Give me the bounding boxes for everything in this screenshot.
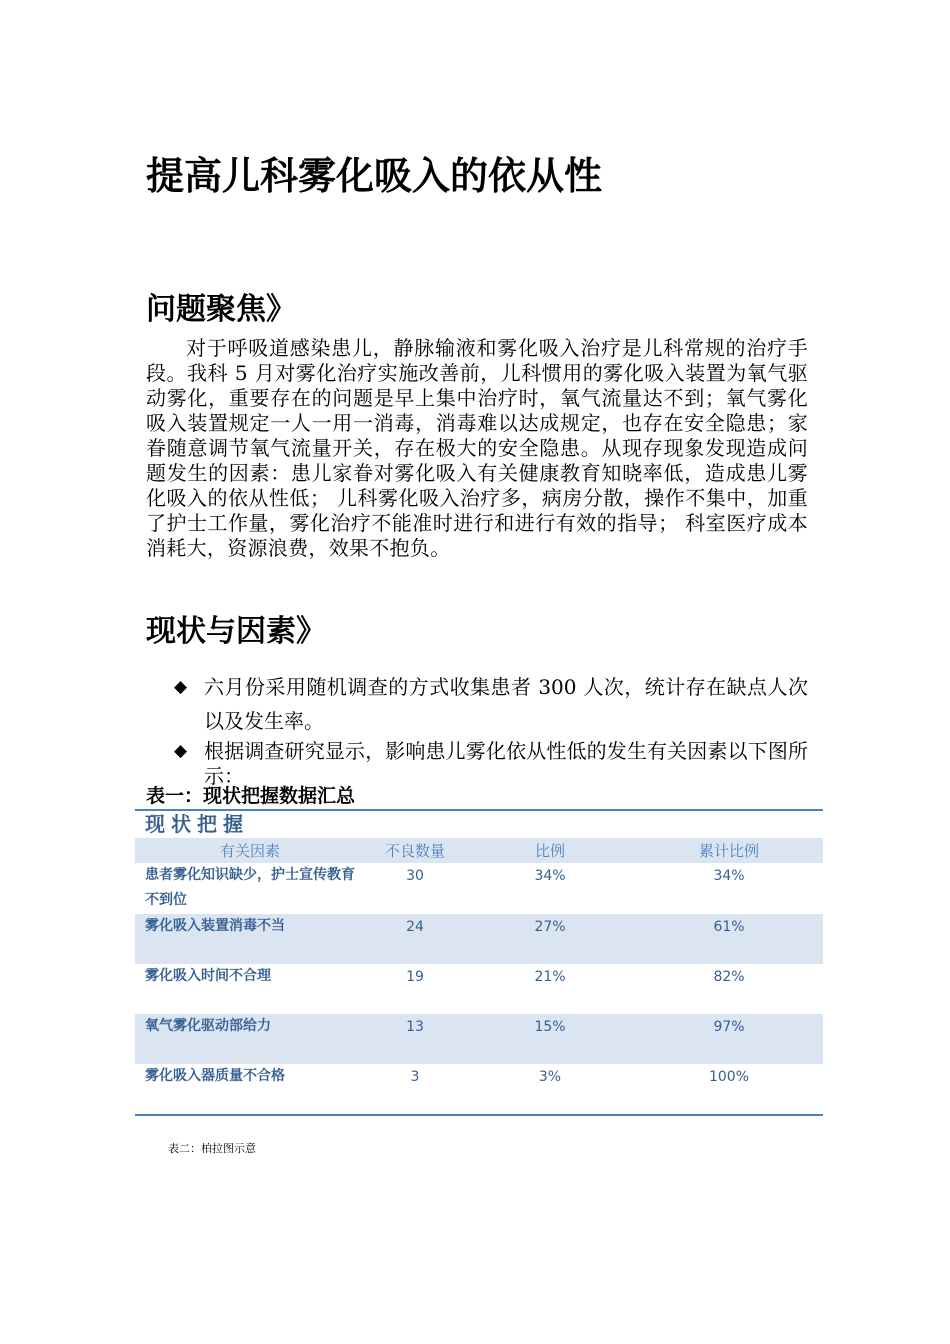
cell-ratio: 21%: [534, 969, 566, 985]
cell-count: 3: [410, 1069, 420, 1085]
cell-count: 30: [406, 868, 424, 884]
status-bullet-list: [174, 670, 808, 789]
table1-caption: 表一：现状把握数据汇总: [146, 785, 356, 807]
cell-cumulative: 61%: [635, 914, 823, 964]
table-row: [135, 1014, 823, 1064]
cell-count: 13: [365, 1014, 465, 1064]
data-table: [135, 838, 823, 1114]
column-header-cumulative: 累计比例: [635, 838, 823, 863]
cell-ratio: 15%: [465, 1014, 635, 1064]
cell-ratio: 3%: [538, 1069, 562, 1085]
list-item: [174, 670, 808, 738]
cell-cumulative: 97%: [635, 1014, 823, 1064]
cell-factor: 雾化吸入装置消毒不当: [135, 914, 365, 964]
column-header-factor: 有关因素: [135, 838, 365, 863]
section-heading-problem: 问题聚焦》: [146, 292, 296, 327]
cell-ratio: 27%: [465, 914, 635, 964]
cell-cumulative: 82%: [713, 969, 745, 985]
cell-factor: 患者雾化知识缺少，护士宣传教育不到位: [145, 867, 355, 908]
problem-paragraph: 对于呼吸道感染患儿，静脉输液和雾化吸入治疗是儿科常规的治疗手段。我科 5 月对雾化治疗实施改善前，儿科惯用的雾化吸入装置为氧气驱动雾化，重要存在的问题是早上集中治疗时，氧气流量达不到；氧气雾化吸入装置规定一人一用一消毒，消毒难以达成规定，也存在安全隐患；家眷随意调节氧气流量开关，存在极大的安全隐患。从现存现象发现造成问题发生的因素：患儿家眷对雾化吸入有关健康教育知晓率低，造成患儿雾化吸入的依从性低； 儿科雾化吸入治疗多，病房分散，操作不集中，加重了护士工作量，雾化治疗不能准时进行和进行有效的指导； 科室医疗成本消耗大，资源浪费，效果不抱负。: [146, 336, 808, 560]
table-row: [135, 914, 823, 964]
cell-factor: 雾化吸入时间不合理: [145, 968, 271, 984]
cell-ratio: 34%: [534, 868, 566, 884]
cell-count: 24: [365, 914, 465, 964]
bullet-text: 六月份采用随机调查的方式收集患者 300 人次，统计存在缺点人次以及发生率。: [204, 675, 808, 733]
table-header-row: [135, 838, 823, 863]
cell-cumulative: 34%: [713, 868, 745, 884]
table-row: [135, 863, 823, 914]
list-item: [174, 739, 808, 789]
document-title: 提高儿科雾化吸入的依从性: [146, 154, 603, 198]
bullet-text: 根据调查研究显示，影响患儿雾化依从性低的发生有关因素以下图所示：: [204, 739, 808, 788]
diamond-bullet-icon: ◆: [174, 741, 188, 761]
cell-count: 19: [406, 969, 424, 985]
table2-caption: 表二：柏拉图示意: [168, 1142, 256, 1155]
section-heading-status: 现状与因素》: [146, 614, 326, 649]
status-data-table: [135, 809, 823, 1116]
table-title: 现状把握: [145, 812, 249, 836]
column-header-count: 不良数量: [365, 838, 465, 863]
table-row: [135, 1064, 823, 1114]
cell-cumulative: 100%: [708, 1069, 750, 1085]
diamond-bullet-icon: ◆: [174, 677, 188, 697]
table-row: [135, 964, 823, 1014]
column-header-ratio: 比例: [465, 838, 635, 863]
cell-factor: 氧气雾化驱动部给力: [135, 1014, 365, 1064]
cell-factor: 雾化吸入器质量不合格: [145, 1068, 285, 1084]
